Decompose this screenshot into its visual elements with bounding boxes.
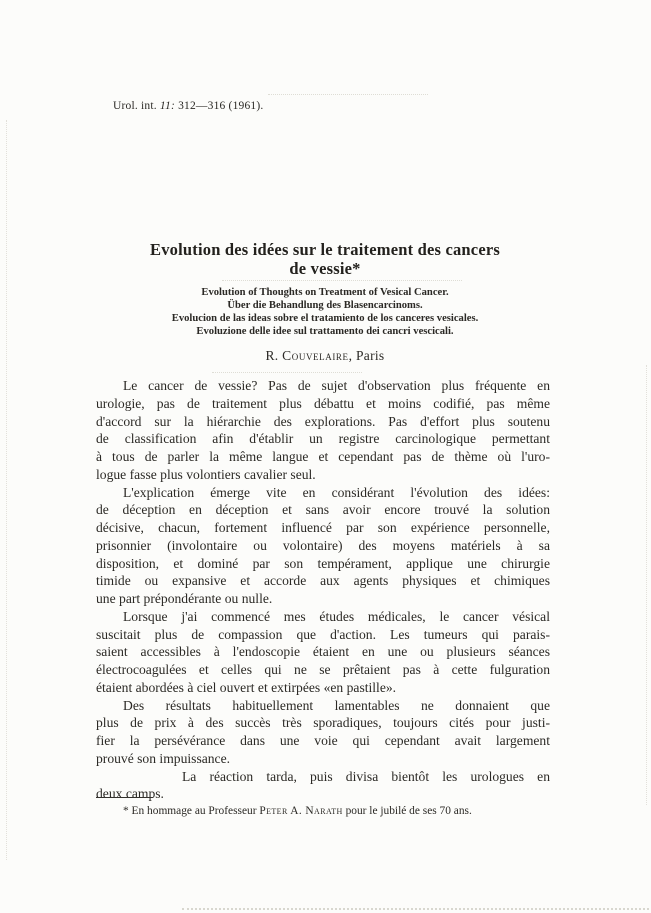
author-surname: Couvelaire	[282, 348, 349, 363]
footnote-dedicatee-name: Peter A. Narath	[259, 805, 343, 817]
subtitle-spanish: Evolucion de las ideas sobre el tratamiento de los canceres vesicales.	[171, 313, 479, 325]
scan-noise-right-edge	[646, 365, 647, 805]
footnote-text-before: En hommage au Professeur	[128, 805, 260, 817]
subtitle-italian: Evoluzione delle idee sul trattamento dei cancri vescicali.	[196, 326, 454, 338]
body-line: saient accessibles à l'endoscopie étaient en une ou plusieurs séances	[96, 644, 550, 660]
footnote	[96, 804, 583, 818]
subtitle-english: Evolution of Thoughts on Treatment of Vesical Cancer.	[201, 287, 449, 298]
author-city: , Paris	[348, 348, 385, 363]
body-line: La réaction tarda, puis divisa bientôt les urologues en	[182, 768, 550, 784]
footnote-rule	[96, 797, 153, 798]
scan-noise-below-title	[222, 280, 462, 281]
body-line: électrocoagulées et celles qui ne se prêtaient pas à cette fulguration	[96, 662, 550, 677]
article-body	[96, 377, 550, 803]
translated-subtitles	[76, 286, 574, 338]
author-initial: R.	[265, 348, 283, 363]
body-line: prouvé son impuissance.	[96, 750, 231, 766]
journal-citation	[113, 99, 263, 113]
footnote-marker: *	[123, 805, 129, 817]
body-line: fier la persévérance dans une voie qui cependant avait largement	[96, 733, 550, 748]
body-line: décisive, chacun, fortement influencé par son expérience personnelle,	[96, 520, 550, 535]
body-line: de déception en déception et sans avoir encore trouvé la solution	[96, 502, 550, 518]
article-title-line2: de vessie*	[289, 259, 361, 278]
body-line: Lorsque j'ai commencé mes études médicales, le cancer vésical	[123, 608, 550, 624]
scan-noise-top	[268, 94, 428, 95]
body-line: urologie, pas de traitement plus débattu et moins codifié, pas même	[96, 395, 550, 411]
subtitle-german: Über die Behandlung des Blasencarcinoms.	[227, 300, 423, 312]
scan-noise-below-author	[212, 372, 362, 373]
body-line: de classification afin d'établir un registre carcinologique permettant	[96, 431, 550, 447]
scan-noise-left-edge	[6, 120, 7, 860]
article-title-line1: Evolution des idées sur le traitement des cancers	[150, 240, 500, 259]
body-line: prisonnier (involontaire ou volontaire) des moyens matériels à sa	[96, 537, 550, 553]
body-line: Des résultats habituellement lamentables ne donnaient que	[123, 697, 550, 713]
author-line	[96, 348, 554, 364]
body-line: L'explication émerge vite en considérant l'évolution des idées:	[123, 484, 550, 500]
journal-pages: 312—316 (1961).	[175, 100, 264, 112]
article-title	[96, 240, 554, 278]
journal-volume: 11:	[159, 100, 175, 112]
journal-name: Urol. int.	[113, 100, 160, 112]
scan-noise-bottom-edge	[182, 908, 649, 910]
body-line: d'accord sur la hiérarchie des explorations. Pas d'effort plus soutenu	[96, 413, 550, 429]
body-line: suscitait plus de compassion que d'action. Les tumeurs qui parais-	[96, 626, 550, 642]
body-line: logue fasse plus volontiers cavalier seul.	[96, 466, 316, 482]
body-line: plus de prix à des succès très sporadiques, toujours cités pour justi-	[96, 715, 550, 731]
body-line: disposition, et dominé par son tempérament, applique une chirurgie	[96, 555, 550, 571]
body-line: une part prépondérante ou nulle.	[96, 591, 273, 606]
body-line: à tous de parler la même langue et cependant pas de thème où l'uro-	[96, 449, 550, 464]
body-line: deux camps.	[96, 786, 164, 802]
body-line: Le cancer de vessie? Pas de sujet d'observation plus fréquente en	[123, 378, 550, 393]
body-line: timide ou expansive et accorde aux agents physiques et chimiques	[96, 573, 550, 589]
footnote-text-after: pour le jubilé de ses 70 ans.	[342, 805, 472, 817]
body-line: étaient abordées à ciel ouvert et extirpées «en pastille».	[96, 679, 397, 695]
